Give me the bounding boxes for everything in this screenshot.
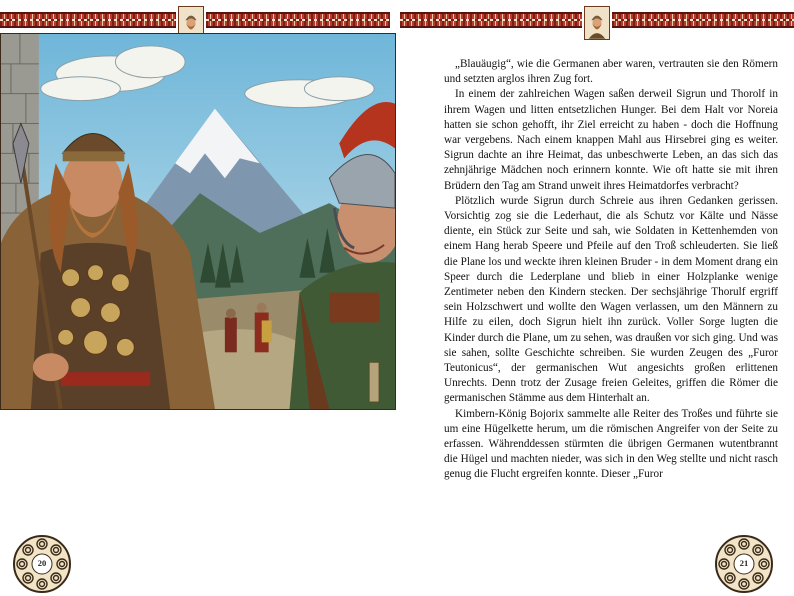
chapter-illustration <box>0 33 396 410</box>
header-border-left <box>0 12 176 28</box>
body-text <box>444 57 778 483</box>
header-border-center-left <box>206 12 390 28</box>
paragraph: In einem der zahlreichen Wagen saßen derweil Sigrun und Thorolf in ihrem Wagen und litten entsetzlichen Hunger. Bei dem Halt vor Noreia hatten sie schon gehofft, ihr Ziel erreicht zu haben - doch die Hoffnung war vergebens. Nach einem knappen Mahl aus Hirsebrei ging es weiter. Sigrun dachte an ihre Heimat, das unbeschwerte Leben, an das sich das zehnjährige Mädchen noch erinnern konnte. Wie oft hatte sie mit ihren Brüdern den Tag am Strand unweit ihres Heimatdorfes verbracht? <box>444 88 778 192</box>
warrior-head-icon <box>584 6 610 40</box>
page-number-left: 20 <box>37 558 47 568</box>
page-number-right: 21 <box>739 558 749 568</box>
paragraph: „Blauäugig“, wie die Germanen aber waren, vertrauten sie den Römern und setzten arglos ihren Zug fort. <box>444 58 778 86</box>
paragraph: Kimbern-König Bojorix sammelte alle Reiter des Troßes und führte sie um eine Hügelkette herum, um die römischen Angreifer von der Seite zu erfassen. Währenddessen stürmten die übrigen Germanen wutentbrannt die Hügel und machten nieder, was sich in den Weg stellte und nicht rasch genug die Flucht ergreifen konnte. Dieser „Furor <box>444 407 778 481</box>
header-border-center-right <box>400 12 582 28</box>
paragraph: Plötzlich wurde Sigrun durch Schreie aus ihren Gedanken gerissen. Vorsichtig zog sie die Lederhaut, die als Schutz vor Kälte und Nässe diente, ein Stück zur Seite und sah, wie Soldaten in Kettenhemden von einem Hang herab Speere und Pfeile auf den Troß schleuderten. Sie ließ die Plane los und weckte ihren kleinen Bruder - in dem Moment drang ein Speer durch die Lederplane und blieb in einer Holzplanke wenige Zentimeter neben den Kindern stecken. Der sechsjährige Thorulf ergriff sein Holzschwert und wollte den Wagen verlassen, um den Männern zu Hilfe zu eilen, doch Sigrun hielt ihn zurück. Voller Sorge lugten die Kinder durch die Plane, um zu sehen, was draußen vor sich ging. Und was sie sahen, sollte Geschichte schreiben. Sie wurden Zeugen des „Furor Teutonicus“, der germanischen Wut angesichts großen erlittenen Unrechts. Denn trotz der Zusage freien Geleites, griffen die Römer die germanischen Stämme aus dem Hinterhalt an. <box>444 194 778 405</box>
header-border-right <box>612 12 794 28</box>
